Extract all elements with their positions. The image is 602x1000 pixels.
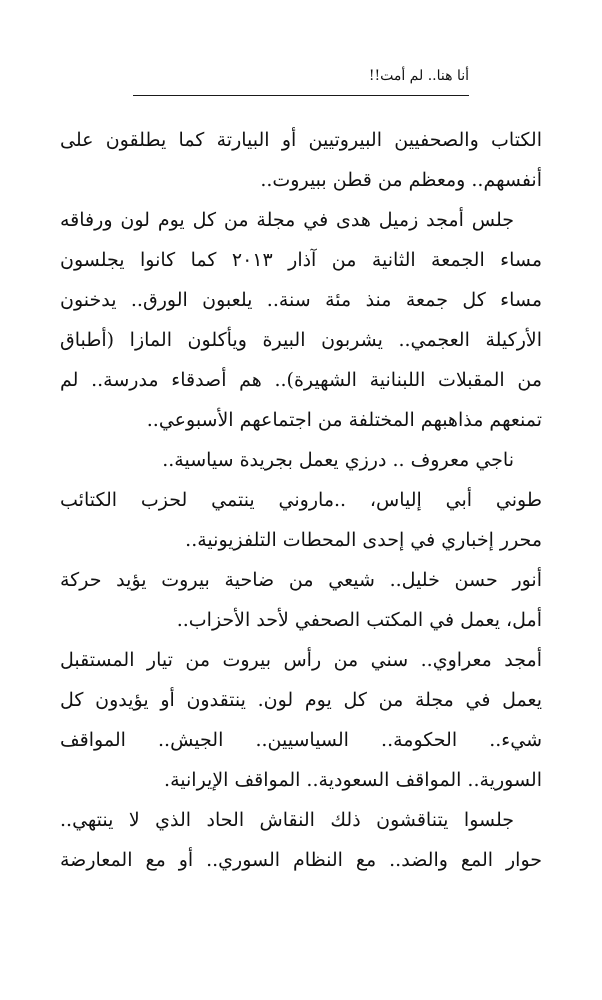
text-line: جلسوا يتناقشون ذلك النقاش الحاد الذي لا ينتهي.. <box>60 809 514 831</box>
text-line: أمجد معراوي.. سني من رأس بيروت من تيار المستقبل <box>60 649 542 671</box>
text-line: جلس أمجد زميل هدى في مجلة من كل يوم لون ورفاقه <box>60 209 514 231</box>
body-text <box>60 120 542 880</box>
text-line: ناجي معروف .. درزي يعمل بجريدة سياسية.. <box>162 449 514 471</box>
text-line: تمنعهم مذاهبهم المختلفة من اجتماعهم الأسبوعي.. <box>146 409 542 431</box>
text-line: شيء.. الحكومة.. السياسيين.. الجيش.. المواقف <box>60 729 542 751</box>
running-header: أنا هنا.. لم أمت!! <box>133 66 469 96</box>
text-line: أنفسهم.. ومعظم من قطن ببيروت.. <box>260 169 542 191</box>
text-line: أنور حسن خليل.. شيعي من ضاحية بيروت يؤيد حركة <box>60 569 542 591</box>
text-line: محرر إخباري في إحدى المحطات التلفزيونية.. <box>185 529 542 551</box>
text-line: السورية.. المواقف السعودية.. المواقف الإيرانية. <box>164 769 542 791</box>
text-line: الأركيلة العجمي.. يشربون البيرة ويأكلون المازا (أطباق <box>60 329 542 351</box>
text-line: مساء الجمعة الثانية من آذار ٢٠١٣ كما كانوا يجلسون <box>60 249 542 271</box>
text-line: يعمل في مجلة من كل يوم لون. ينتقدون أو يؤيدون كل <box>60 689 542 711</box>
text-line: أمل، يعمل في المكتب الصحفي لأحد الأحزاب.. <box>176 609 542 631</box>
text-line: طوني أبي إلياس، ..ماروني ينتمي لحزب الكتائب <box>60 489 542 511</box>
text-line: الكتاب والصحفيين البيروتيين أو البيارتة كما يطلقون على <box>60 129 542 151</box>
text-line: مساء كل جمعة منذ مئة سنة.. يلعبون الورق.. يدخنون <box>60 289 542 311</box>
text-line: من المقبلات اللبنانية الشهيرة).. هم أصدقاء مدرسة.. لم <box>60 369 542 391</box>
text-line: حوار المع والضد.. مع النظام السوري.. أو مع المعارضة <box>60 849 542 871</box>
